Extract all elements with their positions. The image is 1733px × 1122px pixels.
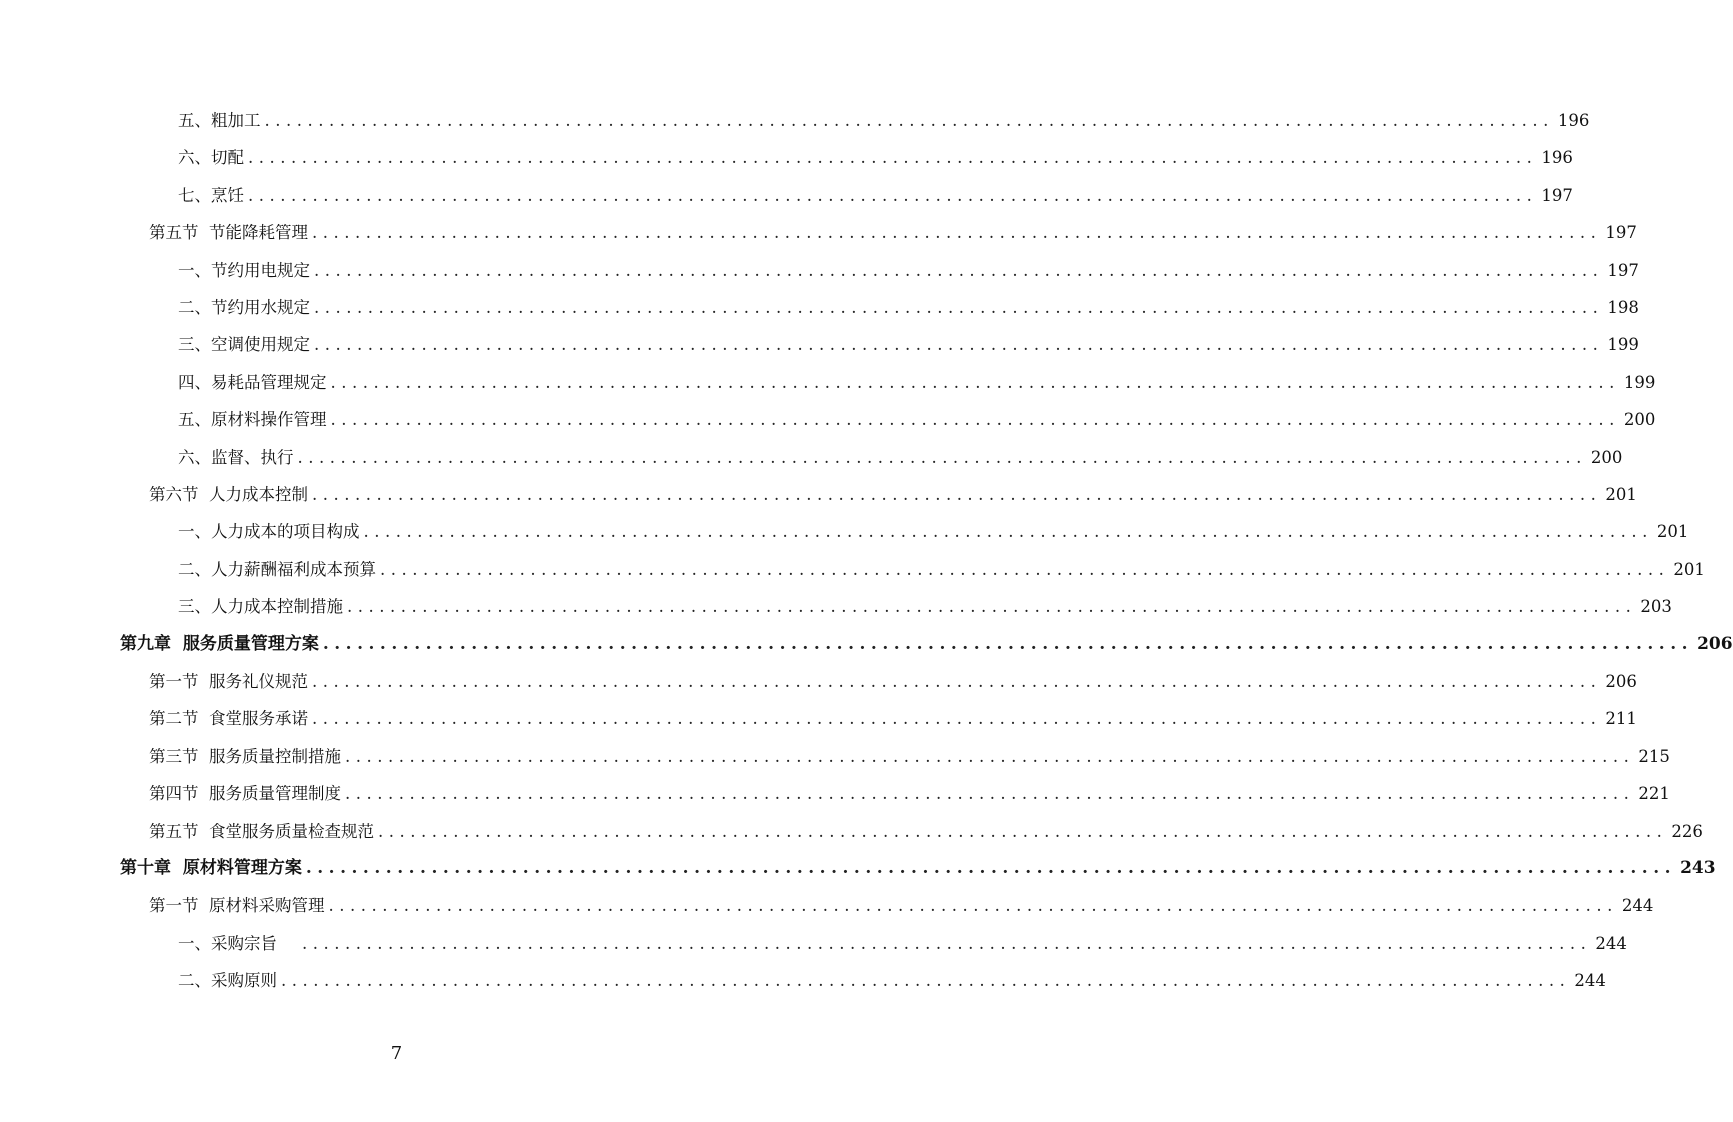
toc-entry[interactable] <box>178 401 1656 438</box>
toc-dot-leader: ........................................................................................................................ <box>378 821 1668 841</box>
toc-entry[interactable] <box>178 177 1573 214</box>
toc-entry-title: 一、节约用电规定 <box>178 260 310 280</box>
toc-entry-title: 二、采购原则 <box>178 971 277 991</box>
toc-entry[interactable] <box>149 214 1637 251</box>
toc-dot-leader: ........................................................................................................................ <box>347 597 1637 617</box>
page-number: 7 <box>390 1043 403 1064</box>
toc-dot-leader: ........................................................................................................................ <box>328 896 1618 916</box>
toc-entry[interactable] <box>149 887 1654 924</box>
toc-entry-page: 206 <box>1605 672 1637 691</box>
toc-entry[interactable] <box>149 476 1637 513</box>
toc-entry-title: 三、空调使用规定 <box>178 335 310 355</box>
toc-entry[interactable] <box>149 700 1637 737</box>
toc-entry-page: 197 <box>1605 223 1637 243</box>
toc-entry-page: 215 <box>1638 746 1670 766</box>
toc-entry-page: 200 <box>1590 447 1623 467</box>
toc-entry-title: 五、粗加工 <box>178 111 261 130</box>
toc-dot-leader: ........................................................................................................................ <box>312 485 1602 504</box>
toc-entry-title: 第四节 服务质量管理制度 <box>149 784 341 804</box>
toc-entry-page: 197 <box>1541 185 1573 205</box>
toc-dot-leader: ........................................................................................................................ <box>312 223 1602 243</box>
toc-entry-title: 一、采购宗旨 <box>178 933 298 953</box>
toc-entry-title: 第三节 服务质量控制措施 <box>149 746 341 766</box>
toc-entry-page: 196 <box>1557 111 1590 130</box>
toc-entry-page: 211 <box>1605 709 1637 729</box>
toc-entry[interactable] <box>178 289 1639 326</box>
toc-entry-title: 四、易耗品管理规定 <box>178 372 327 392</box>
toc-entry[interactable] <box>178 588 1672 625</box>
toc-entry-page: 196 <box>1541 148 1573 168</box>
toc-entry-title: 第一节 服务礼仪规范 <box>149 672 308 691</box>
toc-entry-page: 244 <box>1595 933 1627 953</box>
toc-entry[interactable] <box>178 439 1623 476</box>
toc-dot-leader: ........................................................................................................................ <box>314 298 1604 317</box>
toc-entry-page: 201 <box>1673 559 1705 579</box>
toc-entry-title: 六、切配 <box>178 148 244 168</box>
toc-entry-page: 221 <box>1638 784 1670 804</box>
toc-entry-page: 244 <box>1574 971 1606 991</box>
toc-entry-page: 226 <box>1671 821 1703 841</box>
toc-entry-page: 201 <box>1656 522 1689 542</box>
toc-dot-leader: ........................................................................................................................ <box>345 746 1635 766</box>
toc-entry[interactable] <box>178 551 1705 588</box>
toc-entry[interactable] <box>120 626 1733 663</box>
toc-entry[interactable] <box>178 326 1639 363</box>
toc-entry-title: 第五节 食堂服务质量检查规范 <box>149 821 374 841</box>
toc-dot-leader: ........................................................................................................................ <box>312 672 1602 691</box>
toc-dot-leader: ........................................................................................................................ <box>301 933 1592 953</box>
toc-entry[interactable] <box>149 775 1670 812</box>
toc-entry[interactable] <box>149 663 1637 700</box>
toc-dot-leader: ........................................................................................................................ <box>322 633 1694 654</box>
toc-entry-title: 一、人力成本的项目构成 <box>178 522 360 542</box>
toc-entry[interactable] <box>120 850 1716 887</box>
toc-dot-leader: ........................................................................................................................ <box>380 559 1670 579</box>
toc-entry-title: 七、烹饪 <box>178 185 244 205</box>
toc-entry[interactable] <box>178 962 1606 999</box>
toc-entry-title: 第二节 食堂服务承诺 <box>149 709 308 729</box>
toc-dot-leader: ........................................................................................................................ <box>345 784 1635 804</box>
toc-dot-leader: ........................................................................................................................ <box>330 410 1620 430</box>
toc-entry-title: 二、人力薪酬福利成本预算 <box>178 559 376 579</box>
toc-entry-page: 244 <box>1621 896 1654 916</box>
toc-entry-page: 206 <box>1697 633 1733 654</box>
toc-entry[interactable] <box>178 925 1627 962</box>
toc-entry-page: 201 <box>1605 485 1637 504</box>
toc-entry[interactable] <box>149 813 1703 850</box>
toc-dot-leader: ........................................................................................................................ <box>314 260 1604 280</box>
toc-entry-title: 第十章 原材料管理方案 <box>120 858 302 878</box>
toc-entry[interactable] <box>178 513 1689 550</box>
toc-entry[interactable] <box>178 102 1590 139</box>
toc-entry-title: 第六节 人力成本控制 <box>149 485 308 504</box>
toc-dot-leader: ........................................................................................................................ <box>281 971 1571 991</box>
toc-entry-title: 六、监督、执行 <box>178 447 294 467</box>
toc-entry[interactable] <box>178 364 1656 401</box>
toc-entry-page: 200 <box>1623 410 1656 430</box>
toc-dot-leader: ........................................................................................................................ <box>264 111 1554 130</box>
toc-dot-leader: ........................................................................................................................ <box>297 447 1587 467</box>
toc-dot-leader: ........................................................................................................................ <box>305 858 1677 878</box>
toc-dot-leader: ........................................................................................................................ <box>248 148 1538 168</box>
toc-entry[interactable] <box>149 738 1670 775</box>
toc-entry[interactable] <box>178 252 1639 289</box>
toc-dot-leader: ........................................................................................................................ <box>312 709 1602 729</box>
toc-dot-leader: ........................................................................................................................ <box>314 335 1604 355</box>
toc-entry-title: 第九章 服务质量管理方案 <box>120 633 319 654</box>
toc-dot-leader: ........................................................................................................................ <box>330 372 1620 392</box>
toc-entry-title: 三、人力成本控制措施 <box>178 597 343 617</box>
toc-dot-leader: ........................................................................................................................ <box>363 522 1653 542</box>
toc-entry-page: 198 <box>1607 298 1639 317</box>
toc-entry-title: 五、原材料操作管理 <box>178 410 327 430</box>
toc-entry[interactable] <box>178 139 1573 176</box>
toc-entry-page: 203 <box>1640 597 1672 617</box>
toc-entry-page: 197 <box>1607 260 1639 280</box>
toc-entry-page: 243 <box>1680 858 1716 878</box>
toc-entry-title: 第五节 节能降耗管理 <box>149 223 308 243</box>
toc-entry-title: 二、节约用水规定 <box>178 298 310 317</box>
toc-entry-page: 199 <box>1623 372 1656 392</box>
toc-entry-page: 199 <box>1607 335 1639 355</box>
toc-dot-leader: ........................................................................................................................ <box>248 185 1538 205</box>
toc-entry-title: 第一节 原材料采购管理 <box>149 896 325 916</box>
